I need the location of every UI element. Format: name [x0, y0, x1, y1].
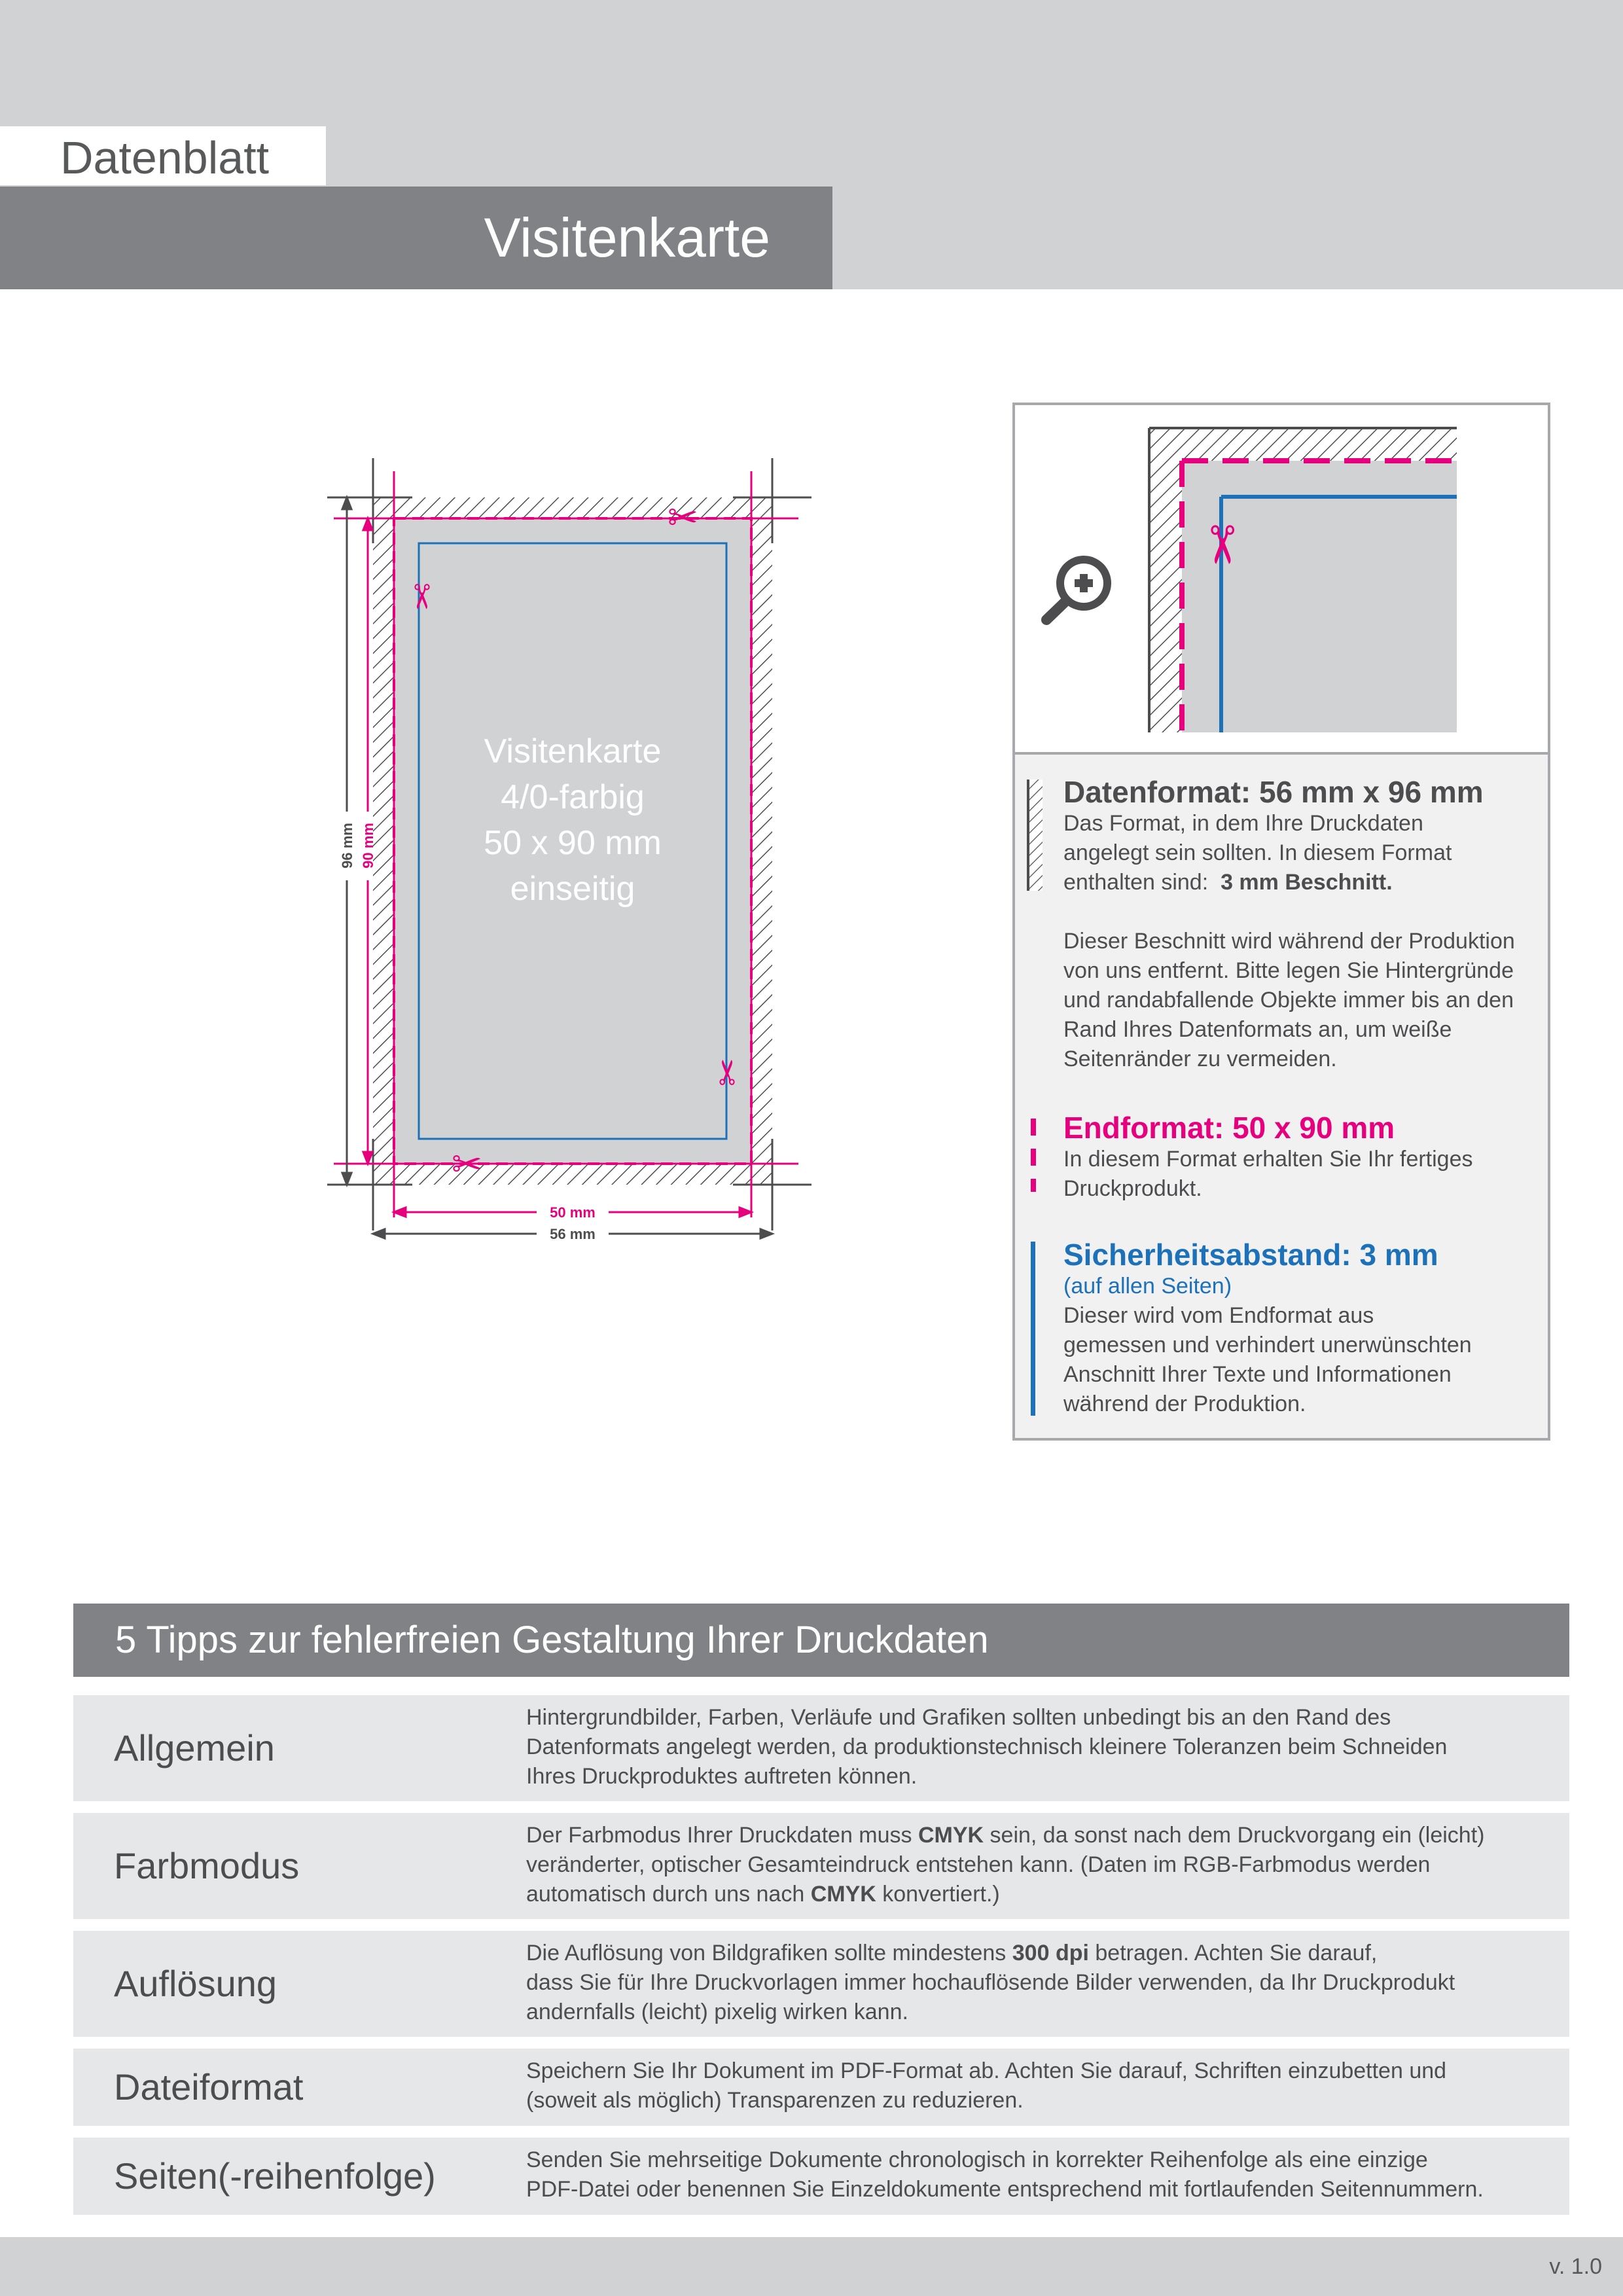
datenformat-paragraph-line: Dieser Beschnitt wird während der Produktion — [1063, 929, 1515, 954]
datenformat-line: enthalten sind: 3 mm Beschnitt. — [1063, 870, 1393, 895]
tip-label: Dateiformat — [114, 2066, 304, 2108]
tip-text: Hintergrundbilder, Farben, Verläufe und Grafiken sollten unbedingt bis an den Rand des Datenformats angelegt werden, da produktionstechnisch kleinere Toleranzen beim Schneiden Ihres Druckproduktes auftreten können. — [526, 1705, 1448, 1789]
tip-row-farbmodus — [73, 1813, 1569, 1919]
datenformat-line: angelegt sein sollten. In diesem Format — [1063, 840, 1452, 865]
scissors-icon: ✂ — [668, 497, 698, 538]
height-final-label: 90 mm — [360, 823, 376, 869]
tip-row-dateiformat — [73, 2049, 1569, 2126]
header-label: Datenblatt — [60, 132, 270, 183]
tips-heading-bar — [73, 1604, 1569, 1677]
scissors-icon: ✂ — [452, 1143, 482, 1185]
sicherheit-line: Dieser wird vom Endformat aus — [1063, 1303, 1374, 1328]
info-panel — [1012, 403, 1550, 1441]
format-diagram — [314, 445, 851, 1270]
version-label: v. 1.0 — [1549, 2254, 1602, 2279]
zoom-in-icon — [1046, 556, 1111, 620]
datenformat-title: Datenformat: 56 mm x 96 mm — [1063, 775, 1484, 809]
endformat-line: In diesem Format erhalten Sie Ihr fertiges — [1063, 1147, 1473, 1172]
width-final-label: 50 mm — [550, 1204, 596, 1221]
safety-legend-icon — [1031, 1242, 1035, 1416]
tip-text: Der Farbmodus Ihrer Druckdaten muss CMYK sein, da sonst nach dem Druckvorgang ein (leicht) veränderter, optischer Gesamteindruck entstehen kann. (Daten im RGB-Farbmodus werden automatisch durch uns nach CMYK konvertiert.) — [526, 1823, 1485, 1907]
tip-text: Senden Sie mehrseitige Dokumente chronologisch in korrekter Reihenfolge als eine einzige PDF-Datei oder benennen Sie Einzeldokumente entsprechend mit fortlaufenden Seitennummern. — [526, 2147, 1484, 2202]
page-title: Visitenkarte — [484, 207, 770, 268]
scissors-icon: ✂ — [1192, 523, 1251, 567]
sicherheit-line: während der Produktion. — [1063, 1391, 1306, 1416]
tip-row-allgemein — [73, 1695, 1569, 1801]
card-line: einseitig — [510, 870, 635, 908]
card-line: 4/0-farbig — [501, 778, 645, 816]
tip-label: Allgemein — [114, 1727, 275, 1768]
sicherheit-line: Anschnitt Ihrer Texte und Informationen — [1063, 1362, 1452, 1387]
endformat-line: Druckprodukt. — [1063, 1176, 1202, 1201]
width-total-label: 56 mm — [550, 1226, 596, 1242]
scissors-icon: ✂ — [709, 1058, 747, 1086]
tip-row-aufloesung — [73, 1931, 1569, 2037]
datenformat-paragraph-line: Rand Ihres Datenformats an, um weiße — [1063, 1017, 1452, 1042]
tip-label: Auflösung — [114, 1963, 277, 2004]
sicherheit-line: gemessen und verhindert unerwünschten — [1063, 1333, 1472, 1357]
scissors-icon: ✂ — [402, 583, 440, 611]
tip-text: Die Auflösung von Bildgrafiken sollte mindestens 300 dpi betragen. Achten Sie darauf, dass Sie für Ihre Druckvorlagen immer hochauflösende Bilder verwenden, da Ihr Druckprodukt andernfalls (leicht) pixelig wirken kann. — [526, 1941, 1455, 2024]
header-title-box — [0, 187, 832, 289]
tips-heading: 5 Tipps zur fehlerfreien Gestaltung Ihrer Druckdaten — [115, 1619, 989, 1661]
sicherheit-title: Sicherheitsabstand: 3 mm — [1063, 1238, 1438, 1272]
endformat-title: Endformat: 50 x 90 mm — [1063, 1111, 1395, 1145]
endformat-legend-icon — [1031, 1119, 1036, 1192]
header-label-box — [0, 126, 326, 185]
bleed-legend-icon — [1027, 780, 1044, 891]
sicherheit-subtitle: (auf allen Seiten) — [1063, 1274, 1232, 1299]
tip-row-seiten — [73, 2138, 1569, 2215]
zoom-detail-graphic — [1015, 405, 1548, 752]
datenformat-paragraph-line: Seitenränder zu vermeiden. — [1063, 1047, 1337, 1071]
tip-label: Seiten(-reihenfolge) — [114, 2155, 436, 2197]
footer-band — [0, 2237, 1623, 2296]
height-total-label: 96 mm — [339, 823, 355, 869]
datenformat-paragraph-line: und randabfallende Objekte immer bis an den — [1063, 988, 1514, 1013]
tip-label: Farbmodus — [114, 1845, 300, 1886]
datenformat-line: Das Format, in dem Ihre Druckdaten — [1063, 811, 1423, 836]
zoom-detail-box — [1015, 405, 1548, 755]
card-line: Visitenkarte — [484, 732, 662, 770]
datenformat-paragraph-line: von uns entfernt. Bitte legen Sie Hintergründe — [1063, 958, 1514, 983]
tip-text: Speichern Sie Ihr Dokument im PDF-Format ab. Achten Sie darauf, Schriften einzubetten und (soweit als möglich) Transparenzen zu reduzieren. — [526, 2058, 1447, 2113]
card-line: 50 x 90 mm — [484, 824, 662, 862]
